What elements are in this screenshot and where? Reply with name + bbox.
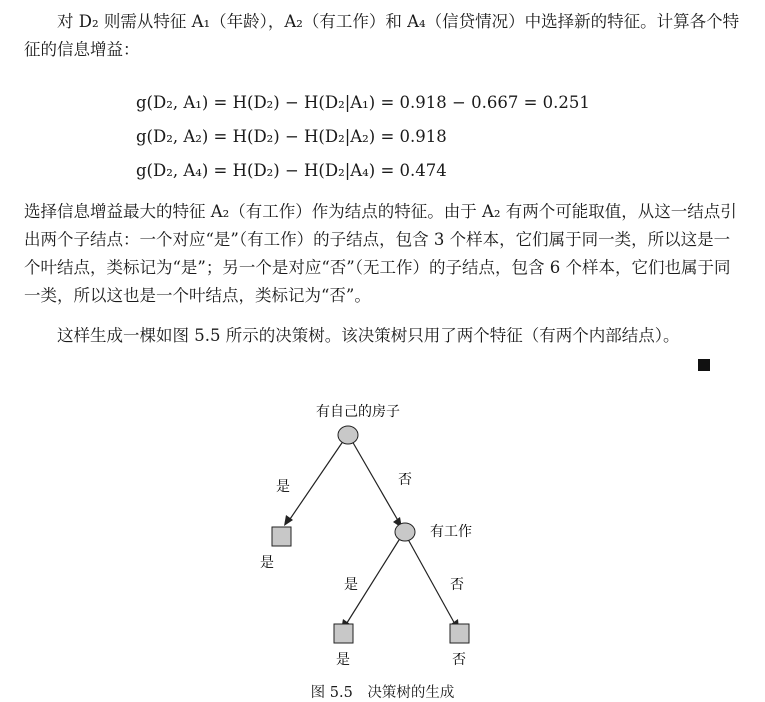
leaf-label-yes: 是: [260, 555, 274, 571]
decision-tree-figure: [230, 396, 530, 676]
edge-root-no: [348, 434, 400, 524]
equation-3: g(D₂, A₄) = H(D₂) − H(D₂|A₄) = 0.474: [136, 161, 447, 180]
leaf-node-yes: [272, 527, 291, 546]
qed-square-icon: [698, 359, 710, 371]
paragraph-1: [24, 8, 740, 64]
edge-label-work-no: 否: [450, 577, 464, 593]
paragraph-3: [24, 322, 684, 350]
paragraph-2: [24, 198, 740, 310]
root-node: [338, 426, 358, 444]
equation-1: g(D₂, A₁) = H(D₂) − H(D₂|A₁) = 0.918 − 0.667 = 0.251: [136, 93, 590, 112]
paragraph-1-text: 对 D₂ 则需从特征 A₁（年龄），A₂（有工作）和 A₄（信贷情况）中选择新的特征。计算各个特征的信息增益：: [24, 12, 740, 59]
edge-label-root-yes: 是: [276, 479, 290, 495]
edge-root-yes: [288, 434, 348, 522]
paragraph-2-text: 选择信息增益最大的特征 A₂（有工作）作为结点的特征。由于 A₂ 有两个可能取值，从这一结点引出两个子结点：一个对应“是”（有工作）的子结点，包含 3 个样本，它们属于同一类，所以这是一个叶结点，类标记为“是”；另一个是对应“否”（无工作）的子结点，包含 6 个样本，它们也属于同一类，所以这也是一个叶结点，类标记为“否”。: [24, 202, 737, 305]
leaf-node-work-yes: [334, 624, 353, 643]
internal-node-label: 有工作: [430, 524, 472, 540]
figure-caption: 图 5.5 决策树的生成: [310, 685, 455, 701]
root-node-label: 有自己的房子: [316, 404, 400, 420]
leaf-node-work-no: [450, 624, 469, 643]
internal-node: [395, 523, 415, 541]
leaf-label-work-no: 否: [452, 652, 466, 668]
equation-block: [136, 86, 590, 188]
edge-label-root-no: 否: [398, 472, 412, 488]
paragraph-3-text: 这样生成一棵如图 5.5 所示的决策树。该决策树只用了两个特征（有两个内部结点）。: [57, 326, 680, 345]
edge-label-work-yes: 是: [344, 577, 358, 593]
edge-work-no: [404, 532, 456, 626]
leaf-label-work-yes: 是: [336, 652, 350, 668]
equation-2: g(D₂, A₂) = H(D₂) − H(D₂|A₂) = 0.918: [136, 127, 447, 146]
